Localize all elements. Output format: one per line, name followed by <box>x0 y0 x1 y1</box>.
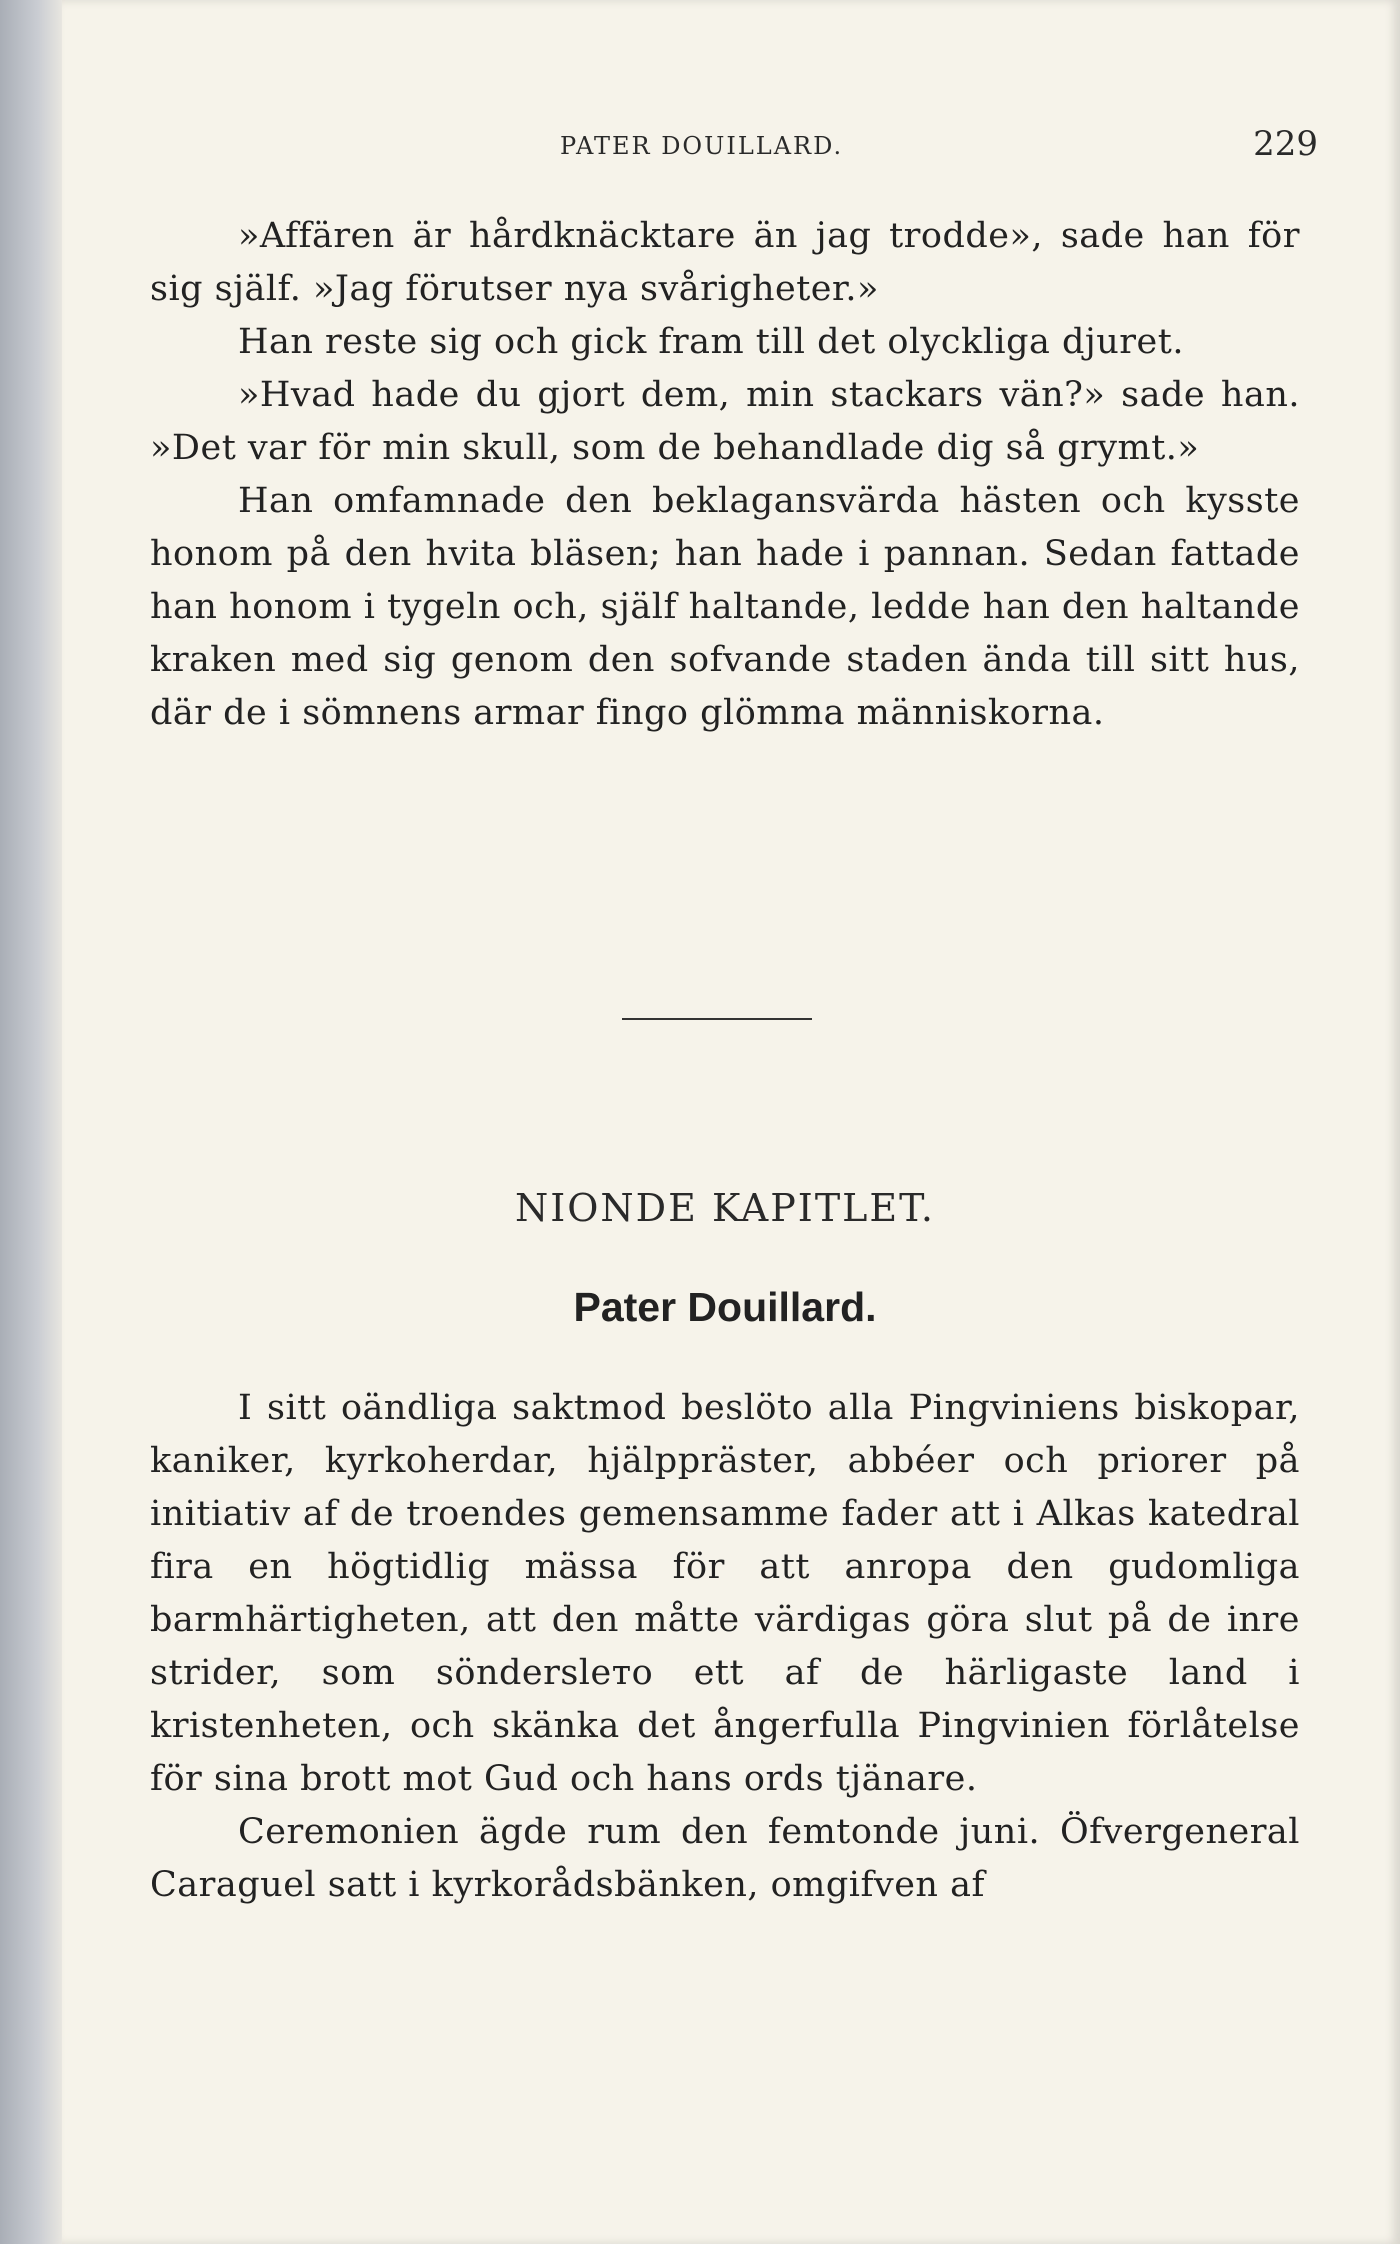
section-1-text <box>150 210 1300 740</box>
scan-edge <box>0 0 62 2244</box>
paragraph: »Hvad hade du gjort dem, min stackars vän?» sade han. »Det var för min skull, som de behandlade dig så grymt.» <box>150 375 1300 468</box>
chapter-heading: NIONDE KAPITLET. <box>515 1186 935 1230</box>
section-divider <box>622 1018 812 1020</box>
page-number: 229 <box>1253 124 1318 164</box>
chapter-title: Pater Douillard. <box>573 1284 877 1330</box>
paragraph: »Affären är hårdknäcktare än jag trodde», sade han för sig själf. »Jag förutser nya svårigheter.» <box>150 216 1300 309</box>
paragraph: Ceremonien ägde rum den femtonde juni. Öfvergeneral Caraguel satt i kyrkorådsbänken, omgifven af <box>150 1812 1300 1905</box>
paragraph: Han omfamnade den beklagansvärda hästen och kysste honom på den hvita bläsen; han hade i pannan. Sedan fattade han honom i tygeln och, själf haltande, ledde han den haltande kraken med sig genom den sofvande staden ända till sitt hus, där de i sömnens armar fingo glömma människorna. <box>150 481 1300 733</box>
running-title: PATER DOUILLARD. <box>560 132 844 160</box>
book-page <box>62 0 1400 2244</box>
section-2-text <box>150 1382 1300 1912</box>
paragraph: I sitt oändliga saktmod beslöto alla Pingviniens biskopar, kaniker, kyrkoherdar, hjälppräster, abbéer och priorer på initiativ af de troendes gemensamme fader att i Alkas katedral fira en högtidlig mässa för att anropa den gudomliga barmhärtigheten, att den måtte värdigas göra slut på de inre strider, som sönderslето ett af de härligaste land i kristenheten, och skänka det ångerfulla Pingvinien förlåtelse för sina brott mot Gud och hans ords tjänare. <box>150 1388 1300 1799</box>
paragraph: Han reste sig och gick fram till det olyckliga djuret. <box>238 322 1184 362</box>
page-header <box>150 124 1318 168</box>
